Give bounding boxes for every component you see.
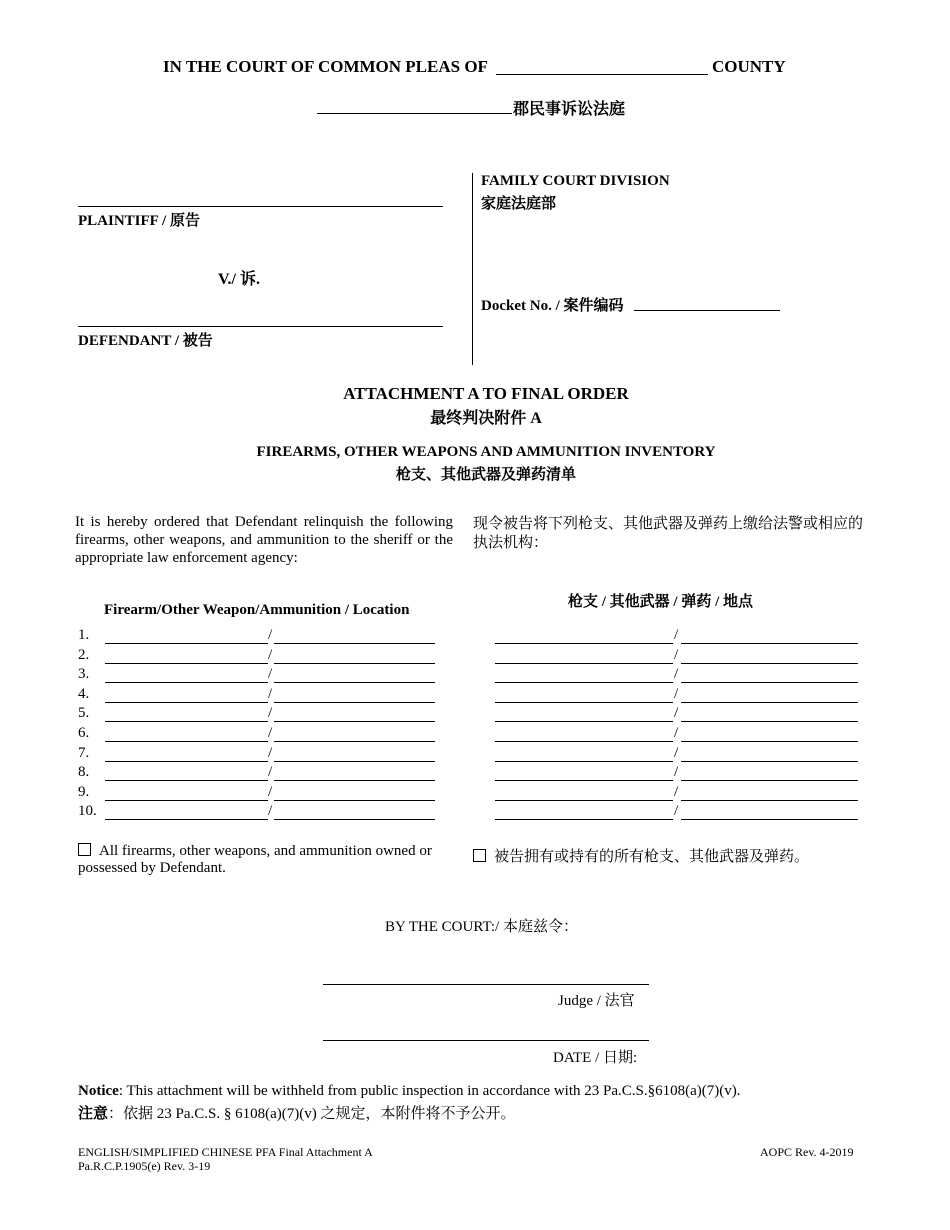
location-field-cn[interactable] [681,764,858,781]
row-number: 8. [78,764,90,781]
location-field-cn[interactable] [681,725,858,742]
item-field-cn[interactable] [495,725,673,742]
row-separator-cn: / [674,666,679,683]
all-weapons-checkbox[interactable] [78,843,91,856]
row-separator: / [268,646,273,663]
location-field[interactable] [274,627,435,644]
item-field[interactable] [105,686,268,703]
court-header [163,57,803,79]
row-separator: / [268,803,273,820]
inventory-header-cn: 枪支 / 其他武器 / 弹药 / 地点 [568,594,754,610]
inventory-title-cn: 枪支、其他武器及弹药清单 [395,467,576,483]
item-field-cn[interactable] [495,647,673,664]
row-number: 2. [78,646,90,663]
item-field-cn[interactable] [495,745,673,762]
court-line-cn: 郡民事诉讼法庭 [513,101,626,118]
row-number: 5. [78,705,90,722]
footer-form-name: ENGLISH/SIMPLIFIED CHINESE PFA Final Attachment A [78,1145,373,1159]
row-number: 7. [78,744,90,761]
item-field[interactable] [105,666,268,683]
versus-label: V./ 诉. [218,271,260,288]
row-number: 9. [78,783,90,800]
row-separator: / [268,744,273,761]
item-field[interactable] [105,705,268,722]
plaintiff-name-field[interactable] [78,188,443,207]
item-field[interactable] [105,725,268,742]
county-name-field[interactable] [496,57,708,75]
date-signature-line[interactable] [323,1040,649,1041]
row-separator-cn: / [674,646,679,663]
court-line-suffix: COUNTY [712,57,786,76]
location-field-cn[interactable] [681,745,858,762]
notice-text-cn: ：依据 23 Pa.C.S. § 6108(a)(7)(v) 之规定，本附件将不予公开。 [108,1106,516,1122]
notice-text: : This attachment will be withheld from public inspection in accordance with 23 Pa.C.S.§6108(a)(7)(v). [118,1083,741,1099]
inventory-title: FIREARMS, OTHER WEAPONS AND AMMUNITION INVENTORY [256,444,716,460]
all-weapons-option[interactable] [78,843,448,877]
location-field-cn[interactable] [681,803,858,820]
plaintiff-label: PLAINTIFF / 原告 [78,213,200,229]
location-field[interactable] [274,647,435,664]
item-field-cn[interactable] [495,705,673,722]
all-weapons-checkbox-cn[interactable] [473,849,486,862]
row-separator-cn: / [674,764,679,781]
item-field[interactable] [105,745,268,762]
item-field[interactable] [105,647,268,664]
defendant-label: DEFENDANT / 被告 [78,333,213,349]
notice-label: Notice [78,1083,119,1099]
inventory-header: Firearm/Other Weapon/Ammunition / Location [104,602,410,618]
caption-divider [472,173,473,365]
judge-signature-line[interactable] [323,984,649,985]
item-field[interactable] [105,764,268,781]
location-field-cn[interactable] [681,647,858,664]
row-number: 6. [78,725,90,741]
row-separator-cn: / [674,627,679,643]
location-field[interactable] [274,725,435,742]
row-separator: / [268,725,273,741]
location-field-cn[interactable] [681,666,858,683]
row-separator-cn: / [674,744,679,761]
row-number: 3. [78,666,90,683]
row-separator-cn: / [674,783,679,800]
judge-label: Judge / 法官 [558,993,635,1009]
footer-rule: Pa.R.C.P.1905(e) Rev. 3-19 [78,1159,211,1173]
defendant-name-field[interactable] [78,308,443,327]
location-field[interactable] [274,803,435,820]
item-field[interactable] [105,627,268,644]
notice-en [78,1083,740,1100]
item-field[interactable] [105,803,268,820]
docket-number-field[interactable] [634,294,780,311]
location-field[interactable] [274,745,435,762]
row-separator-cn: / [674,803,679,820]
row-separator-cn: / [674,725,679,741]
order-text-cn: 现令被告将下列枪支、其他武器及弹药上缴给法警或相应的执法机构： [473,516,864,551]
by-the-court: BY THE COURT:/ 本庭兹令： [385,919,578,935]
court-line-prefix: IN THE COURT OF COMMON PLEAS OF [163,57,488,76]
row-separator: / [268,783,273,800]
location-field[interactable] [274,686,435,703]
item-field-cn[interactable] [495,764,673,781]
row-separator-cn: / [674,705,679,722]
item-field-cn[interactable] [495,784,673,801]
county-name-field-cn[interactable] [317,96,512,114]
location-field-cn[interactable] [681,686,858,703]
location-field[interactable] [274,666,435,683]
location-field-cn[interactable] [681,705,858,722]
row-separator: / [268,627,273,643]
location-field[interactable] [274,705,435,722]
item-field-cn[interactable] [495,627,673,644]
docket-label: Docket No. / 案件编码 [481,298,624,314]
row-separator-cn: / [674,685,679,702]
row-number: 1. [78,627,90,643]
location-field-cn[interactable] [681,784,858,801]
footer-revision: AOPC Rev. 4-2019 [760,1145,854,1159]
notice-cn [78,1102,516,1123]
notice-label-cn: 注意 [78,1106,109,1122]
row-number: 4. [78,685,90,702]
row-number: 10. [78,803,97,820]
all-weapons-text: All firearms, other weapons, and ammunition owned or possessed by Defendant. [78,843,432,876]
order-text: It is hereby ordered that Defendant relinquish the following firearms, other weapons, and ammunition to the sheriff or the appropriate law enforcement agency: [75,514,453,566]
location-field[interactable] [274,764,435,781]
attachment-title-cn: 最终判决附件 A [430,410,542,427]
item-field[interactable] [105,784,268,801]
item-field-cn[interactable] [495,686,673,703]
division-label-cn: 家庭法庭部 [481,196,557,212]
all-weapons-text-cn: 被告拥有或持有的所有枪支、其他武器及弹药。 [494,849,810,865]
division-label: FAMILY COURT DIVISION [481,173,670,189]
attachment-title: ATTACHMENT A TO FINAL ORDER [343,384,629,403]
location-field-cn[interactable] [681,627,858,644]
row-separator: / [268,764,273,781]
item-field-cn[interactable] [495,666,673,683]
row-separator: / [268,705,273,722]
row-separator: / [268,666,273,683]
location-field[interactable] [274,784,435,801]
row-separator: / [268,685,273,702]
date-label: DATE / 日期: [553,1050,638,1066]
item-field-cn[interactable] [495,803,673,820]
all-weapons-option-cn[interactable] [473,845,873,866]
